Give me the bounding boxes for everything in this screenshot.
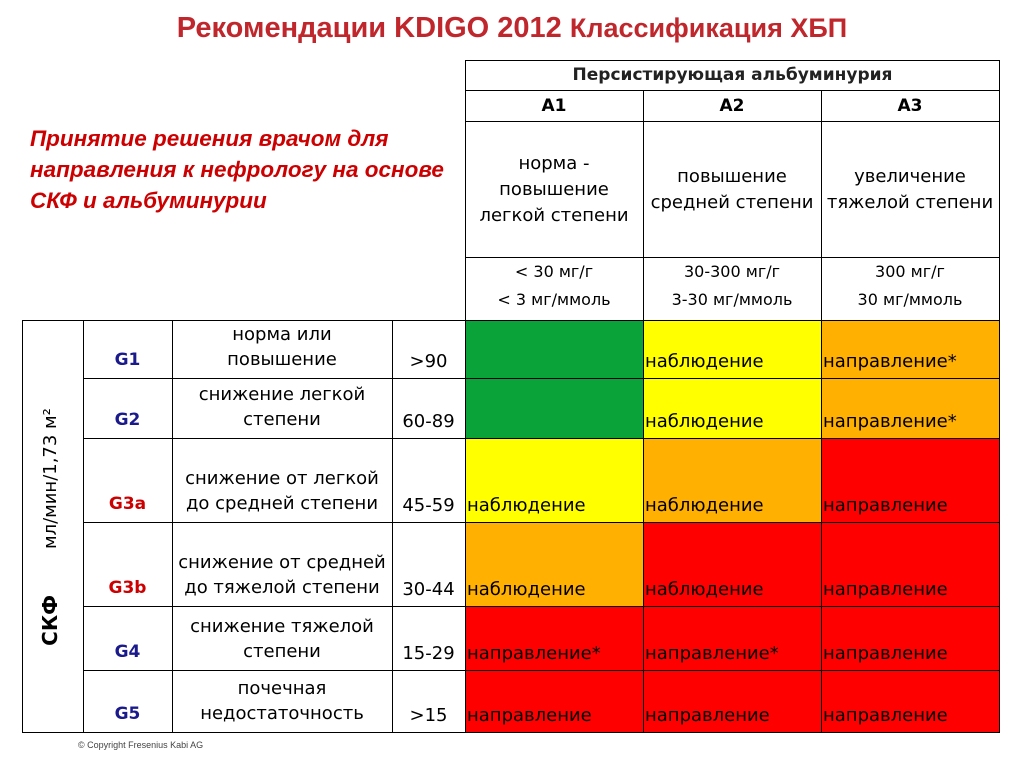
a-category-value-mg-g: < 30 мг/г xyxy=(514,262,594,281)
g-category-range: >90 xyxy=(409,351,448,372)
albuminuria-header: Персистирующая альбуминурия xyxy=(572,65,893,85)
g-category-description: снижение легкой степени xyxy=(198,384,366,430)
recommendation-cell: наблюдение xyxy=(465,438,643,522)
recommendation-cell: направление* xyxy=(821,378,999,438)
recommendation-cell: направление xyxy=(821,522,999,606)
grid-line xyxy=(821,320,822,732)
g-category-range: 60-89 xyxy=(402,411,455,432)
a-category-code: A1 xyxy=(541,96,567,116)
a-category-value-mg-g: 300 мг/г xyxy=(875,262,945,281)
grid-line xyxy=(821,90,822,320)
g-category-code: G1 xyxy=(114,350,141,370)
grid-line xyxy=(465,90,1000,91)
gfr-unit-label: мл/мин/1,73 м² xyxy=(39,408,60,549)
grid-line xyxy=(83,522,1000,523)
grid-line xyxy=(465,60,1000,61)
grid-line xyxy=(83,438,1000,439)
a-category-code: A2 xyxy=(719,96,745,116)
grid-line xyxy=(465,257,1000,258)
g-category-description: снижение от средней до тяжелой степени xyxy=(178,552,386,598)
a-category-description: повышение средней степени xyxy=(650,165,814,213)
recommendation-cell: направление* xyxy=(643,606,821,670)
recommendation-cell: направление xyxy=(821,438,999,522)
grid-line xyxy=(83,320,84,732)
grid-line xyxy=(83,378,1000,379)
page-title xyxy=(0,12,1024,45)
a-category-value-mg-mmol: < 3 мг/ммоль xyxy=(497,290,611,309)
g-category-code: G3b xyxy=(108,578,147,598)
intro-text: Принятие решения врачом для направления к нефрологу на основе СКФ и альбуминурии xyxy=(30,126,444,213)
g-category-range: >15 xyxy=(409,705,448,726)
grid-line xyxy=(465,121,1000,122)
recommendation-cell: направление* xyxy=(821,320,999,378)
g-category-code: G3a xyxy=(108,494,147,514)
g-category-range: 45-59 xyxy=(402,495,455,516)
a-category-description: увеличение тяжелой степени xyxy=(826,165,994,213)
g-category-code: G5 xyxy=(114,704,141,724)
gfr-label: СКФ xyxy=(37,595,62,646)
recommendation-cell: наблюдение xyxy=(643,438,821,522)
g-category-code: G2 xyxy=(114,410,141,430)
a-category-values xyxy=(821,258,999,318)
grid-line xyxy=(172,320,173,732)
recommendation-cell: направление xyxy=(821,606,999,670)
g-category-description: норма или повышение xyxy=(227,324,337,370)
a-category-values xyxy=(643,258,821,318)
recommendation-cell: направление xyxy=(643,670,821,732)
title-part-1: Рекомендации KDIGO 2012 xyxy=(176,12,562,44)
grid-line xyxy=(22,320,1000,321)
g-category-description: почечная недостаточность xyxy=(200,678,364,724)
recommendation-cell: направление xyxy=(465,670,643,732)
a-category-value-mg-mmol: 3-30 мг/ммоль xyxy=(671,290,793,309)
recommendation-cell: наблюдение xyxy=(643,320,821,378)
grid-line xyxy=(392,320,393,732)
grid-line xyxy=(83,670,1000,671)
a-category-code: A3 xyxy=(897,96,923,116)
recommendation-cell: наблюдение xyxy=(465,522,643,606)
a-category-value-mg-mmol: 30 мг/ммоль xyxy=(857,290,963,309)
recommendation-cell: направление* xyxy=(465,606,643,670)
recommendation-cell: наблюдение xyxy=(643,378,821,438)
grid-line xyxy=(83,606,1000,607)
grid-line xyxy=(22,320,23,732)
g-category-description: снижение тяжелой степени xyxy=(190,616,374,662)
grid-line xyxy=(465,60,466,320)
g-category-code: G4 xyxy=(114,642,141,662)
recommendation-cell xyxy=(465,378,643,438)
gfr-axis-label xyxy=(22,322,77,732)
a-category-values xyxy=(465,258,643,318)
title-part-2: Классификация ХБП xyxy=(569,13,848,43)
a-category-description: норма - повышение легкой степени xyxy=(479,152,629,226)
recommendation-cell: направление xyxy=(821,670,999,732)
g-category-description: снижение от легкой до средней степени xyxy=(185,468,379,514)
grid-line xyxy=(643,320,644,732)
g-category-range: 15-29 xyxy=(402,643,455,664)
g-category-range: 30-44 xyxy=(402,579,455,600)
recommendation-cell xyxy=(465,320,643,378)
grid-line xyxy=(22,732,1000,733)
grid-line xyxy=(999,60,1000,732)
grid-line xyxy=(643,90,644,320)
copyright-notice: © Copyright Fresenius Kabi AG xyxy=(78,740,204,750)
grid-line xyxy=(465,320,466,732)
recommendation-cell: наблюдение xyxy=(643,522,821,606)
a-category-value-mg-g: 30-300 мг/г xyxy=(683,262,781,281)
